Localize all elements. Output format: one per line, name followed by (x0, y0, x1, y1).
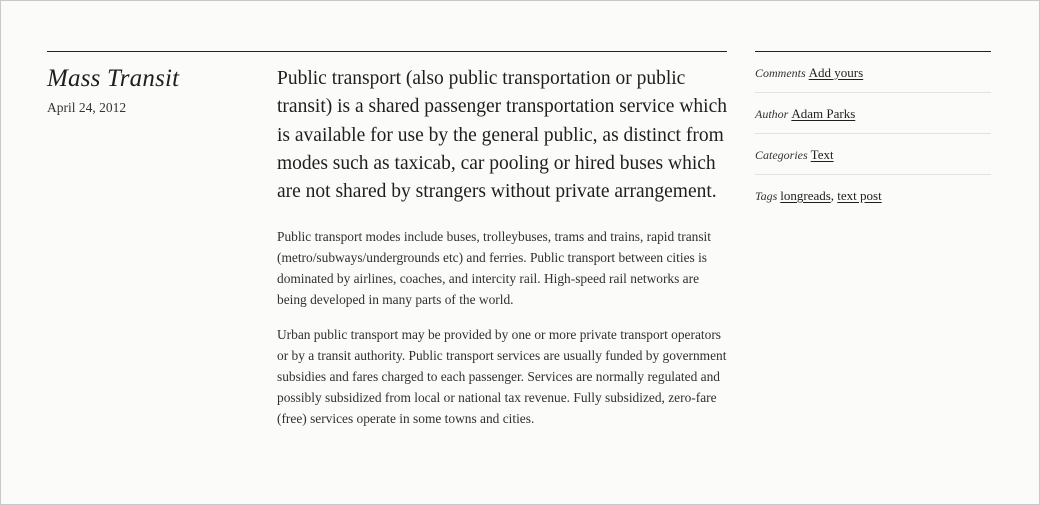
meta-comments-row (755, 52, 991, 93)
post-body-paragraph: Urban public transport may be provided by one or more private transport operators or by a transit authority. Public transport services are usually funded by government subsidies and fares charged to each passenger. Services are normally regulated and possibly subsidized from local or national tax revenue. Fully subsidized, zero-fare (free) services operate in some towns and cities. (277, 327, 727, 427)
tags-separator: , (830, 188, 838, 203)
post-lead-paragraph: Public transport (also public transportation or public transit) is a shared passenger transportation service which is available for use by the general public, as distinct from modes such as taxicab, car pooling or hired buses which are not shared by strangers without private arrangement. (277, 68, 727, 203)
add-comment-link[interactable]: Add yours (808, 65, 864, 80)
post-meta-sidebar (755, 51, 991, 216)
meta-author-row (755, 93, 991, 134)
post-article (47, 51, 727, 427)
comments-label: Comments (755, 66, 809, 80)
post-title: Mass Transit (47, 65, 180, 92)
category-link-text[interactable]: Text (810, 147, 834, 162)
post-date: April 24, 2012 (47, 100, 127, 115)
author-link[interactable]: Adam Parks (791, 106, 856, 121)
post-body-paragraph: Public transport modes include buses, trolleybuses, trams and trains, rapid transit (metro/subways/undergrounds etc) and ferries. Public transport between cities is dominated by airlines, coaches, and intercity rail. High-speed rail networks are being developed in many parts of the world. (277, 229, 711, 308)
post-content (277, 65, 729, 443)
tag-link-longreads[interactable]: longreads (780, 188, 831, 203)
tag-link-text-post[interactable]: text post (837, 188, 882, 203)
categories-label: Categories (755, 148, 811, 162)
tags-label: Tags (755, 189, 781, 203)
author-label: Author (755, 107, 792, 121)
meta-categories-row (755, 134, 991, 175)
meta-tags-row (755, 175, 991, 216)
